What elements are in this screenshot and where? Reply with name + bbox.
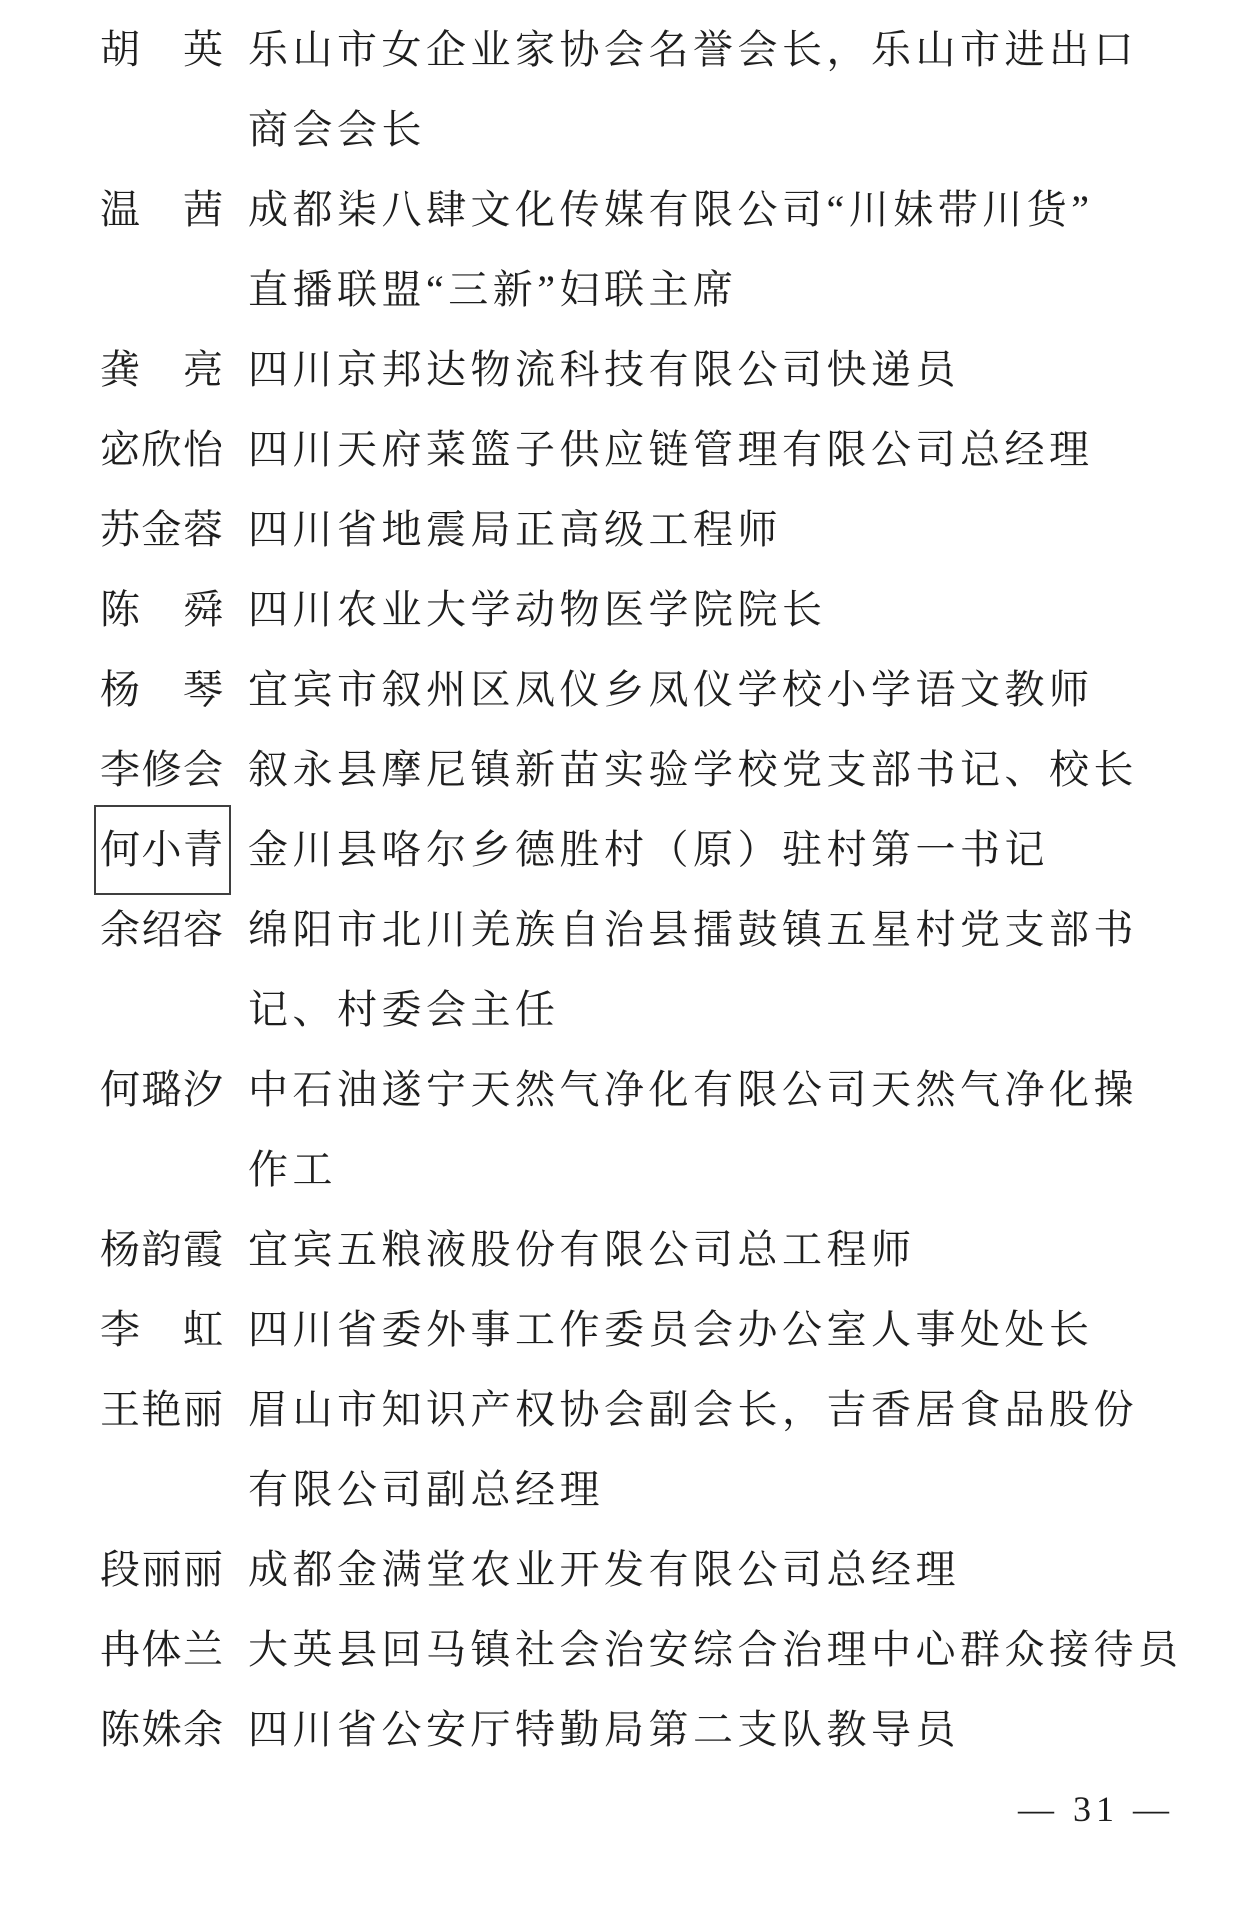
honoree-entry-highlighted (100, 810, 1208, 890)
description-line: 作工 (248, 1147, 337, 1192)
honoree-name-text: 杨 琴 (100, 667, 225, 712)
honoree-entry (100, 1050, 1208, 1210)
description-line: 叙永县摩尼镇新苗实验学校党支部书记、校长 (248, 747, 1138, 792)
honoree-name-text: 李修会 (100, 747, 225, 792)
description-line: 宜宾五粮液股份有限公司总工程师 (248, 1227, 916, 1272)
honoree-name (100, 1610, 228, 1690)
page-number: — 31 — (1018, 1789, 1174, 1829)
description-line: 记、村委会主任 (248, 987, 560, 1032)
honoree-name (100, 1290, 228, 1370)
honoree-entry (100, 1210, 1208, 1290)
honoree-name-text: 宓欣怡 (100, 427, 225, 472)
honoree-name (100, 10, 228, 90)
honoree-description (248, 170, 1208, 330)
honoree-description (248, 650, 1208, 730)
honoree-description (248, 1370, 1208, 1530)
honoree-entry (100, 170, 1208, 330)
honoree-name-text: 苏金蓉 (100, 507, 225, 552)
honoree-entry (100, 730, 1208, 810)
description-line: 有限公司副总经理 (248, 1467, 604, 1512)
honoree-name-box: 何小青 (94, 805, 231, 895)
honoree-name-text: 段丽丽 (100, 1547, 225, 1592)
honoree-name (100, 490, 228, 570)
honoree-name-text: 何璐汐 (100, 1067, 225, 1112)
honoree-description (248, 490, 1208, 570)
honoree-description (248, 810, 1208, 890)
honoree-description (248, 330, 1208, 410)
honoree-name-text: 冉体兰 (100, 1627, 225, 1672)
honoree-entry (100, 570, 1208, 650)
description-line: 乐山市女企业家协会名誉会长，乐山市进出口 (248, 27, 1138, 72)
description-line: 金川县咯尔乡德胜村（原）驻村第一书记 (248, 827, 1049, 872)
description-line: 直播联盟“三新”妇联主席 (248, 267, 738, 312)
honoree-entry (100, 890, 1208, 1050)
description-line: 大英县回马镇社会治安综合治理中心群众接待员 (248, 1627, 1183, 1672)
honoree-name (100, 570, 228, 650)
honoree-description (248, 730, 1208, 810)
honoree-name-text: 陈 舜 (100, 587, 225, 632)
honoree-name-text: 龚 亮 (100, 347, 225, 392)
honoree-name (100, 330, 228, 410)
honoree-description (248, 1210, 1208, 1290)
honoree-name (100, 650, 228, 730)
description-line: 四川天府菜篮子供应链管理有限公司总经理 (248, 427, 1094, 472)
honoree-name-text: 陈姝余 (100, 1707, 225, 1752)
honoree-entry (100, 1610, 1208, 1690)
honoree-name-text: 余绍容 (100, 907, 225, 952)
honoree-description (248, 1690, 1208, 1770)
description-line: 中石油遂宁天然气净化有限公司天然气净化操 (248, 1067, 1138, 1112)
honoree-entry (100, 490, 1208, 570)
honoree-name-text: 温 茜 (100, 187, 225, 232)
description-line: 成都金满堂农业开发有限公司总经理 (248, 1547, 960, 1592)
honoree-description (248, 10, 1208, 170)
honoree-name (100, 890, 228, 970)
description-line: 四川省委外事工作委员会办公室人事处处长 (248, 1307, 1094, 1352)
honoree-entry (100, 330, 1208, 410)
honoree-entry (100, 1690, 1208, 1770)
honoree-entry (100, 10, 1208, 170)
description-line: 眉山市知识产权协会副会长，吉香居食品股份 (248, 1387, 1138, 1432)
honoree-description (248, 1290, 1208, 1370)
honoree-name (100, 170, 228, 250)
honoree-entry (100, 410, 1208, 490)
honoree-description (248, 1530, 1208, 1610)
honoree-name (100, 1210, 228, 1290)
honoree-name (100, 810, 228, 890)
honoree-name-text: 胡 英 (100, 27, 225, 72)
honoree-name (100, 1370, 228, 1450)
description-line: 四川京邦达物流科技有限公司快递员 (248, 347, 960, 392)
description-line: 四川农业大学动物医学院院长 (248, 587, 827, 632)
honoree-entry (100, 1370, 1208, 1530)
description-line: 宜宾市叙州区凤仪乡凤仪学校小学语文教师 (248, 667, 1094, 712)
honoree-name (100, 730, 228, 810)
description-line: 绵阳市北川羌族自治县擂鼓镇五星村党支部书 (248, 907, 1138, 952)
honoree-name-text: 杨韵霞 (100, 1227, 225, 1272)
description-line: 四川省公安厅特勤局第二支队教导员 (248, 1707, 960, 1752)
honoree-name-text: 王艳丽 (100, 1387, 225, 1432)
honoree-description (248, 410, 1208, 490)
honoree-entry (100, 1530, 1208, 1610)
honoree-name (100, 1050, 228, 1130)
honoree-description (248, 1050, 1208, 1210)
honoree-description (248, 570, 1208, 650)
description-line: 商会会长 (248, 107, 426, 152)
description-line: 四川省地震局正高级工程师 (248, 507, 782, 552)
honoree-entry (100, 1290, 1208, 1370)
honoree-name-text: 李 虹 (100, 1307, 225, 1352)
honoree-description (248, 890, 1208, 1050)
description-line: 成都柒八肆文化传媒有限公司“川妹带川货” (248, 187, 1094, 232)
honoree-name (100, 1530, 228, 1610)
honoree-list (100, 10, 1208, 1770)
honoree-name (100, 1690, 228, 1770)
honoree-name (100, 410, 228, 490)
honoree-entry (100, 650, 1208, 730)
honoree-description (248, 1610, 1208, 1690)
